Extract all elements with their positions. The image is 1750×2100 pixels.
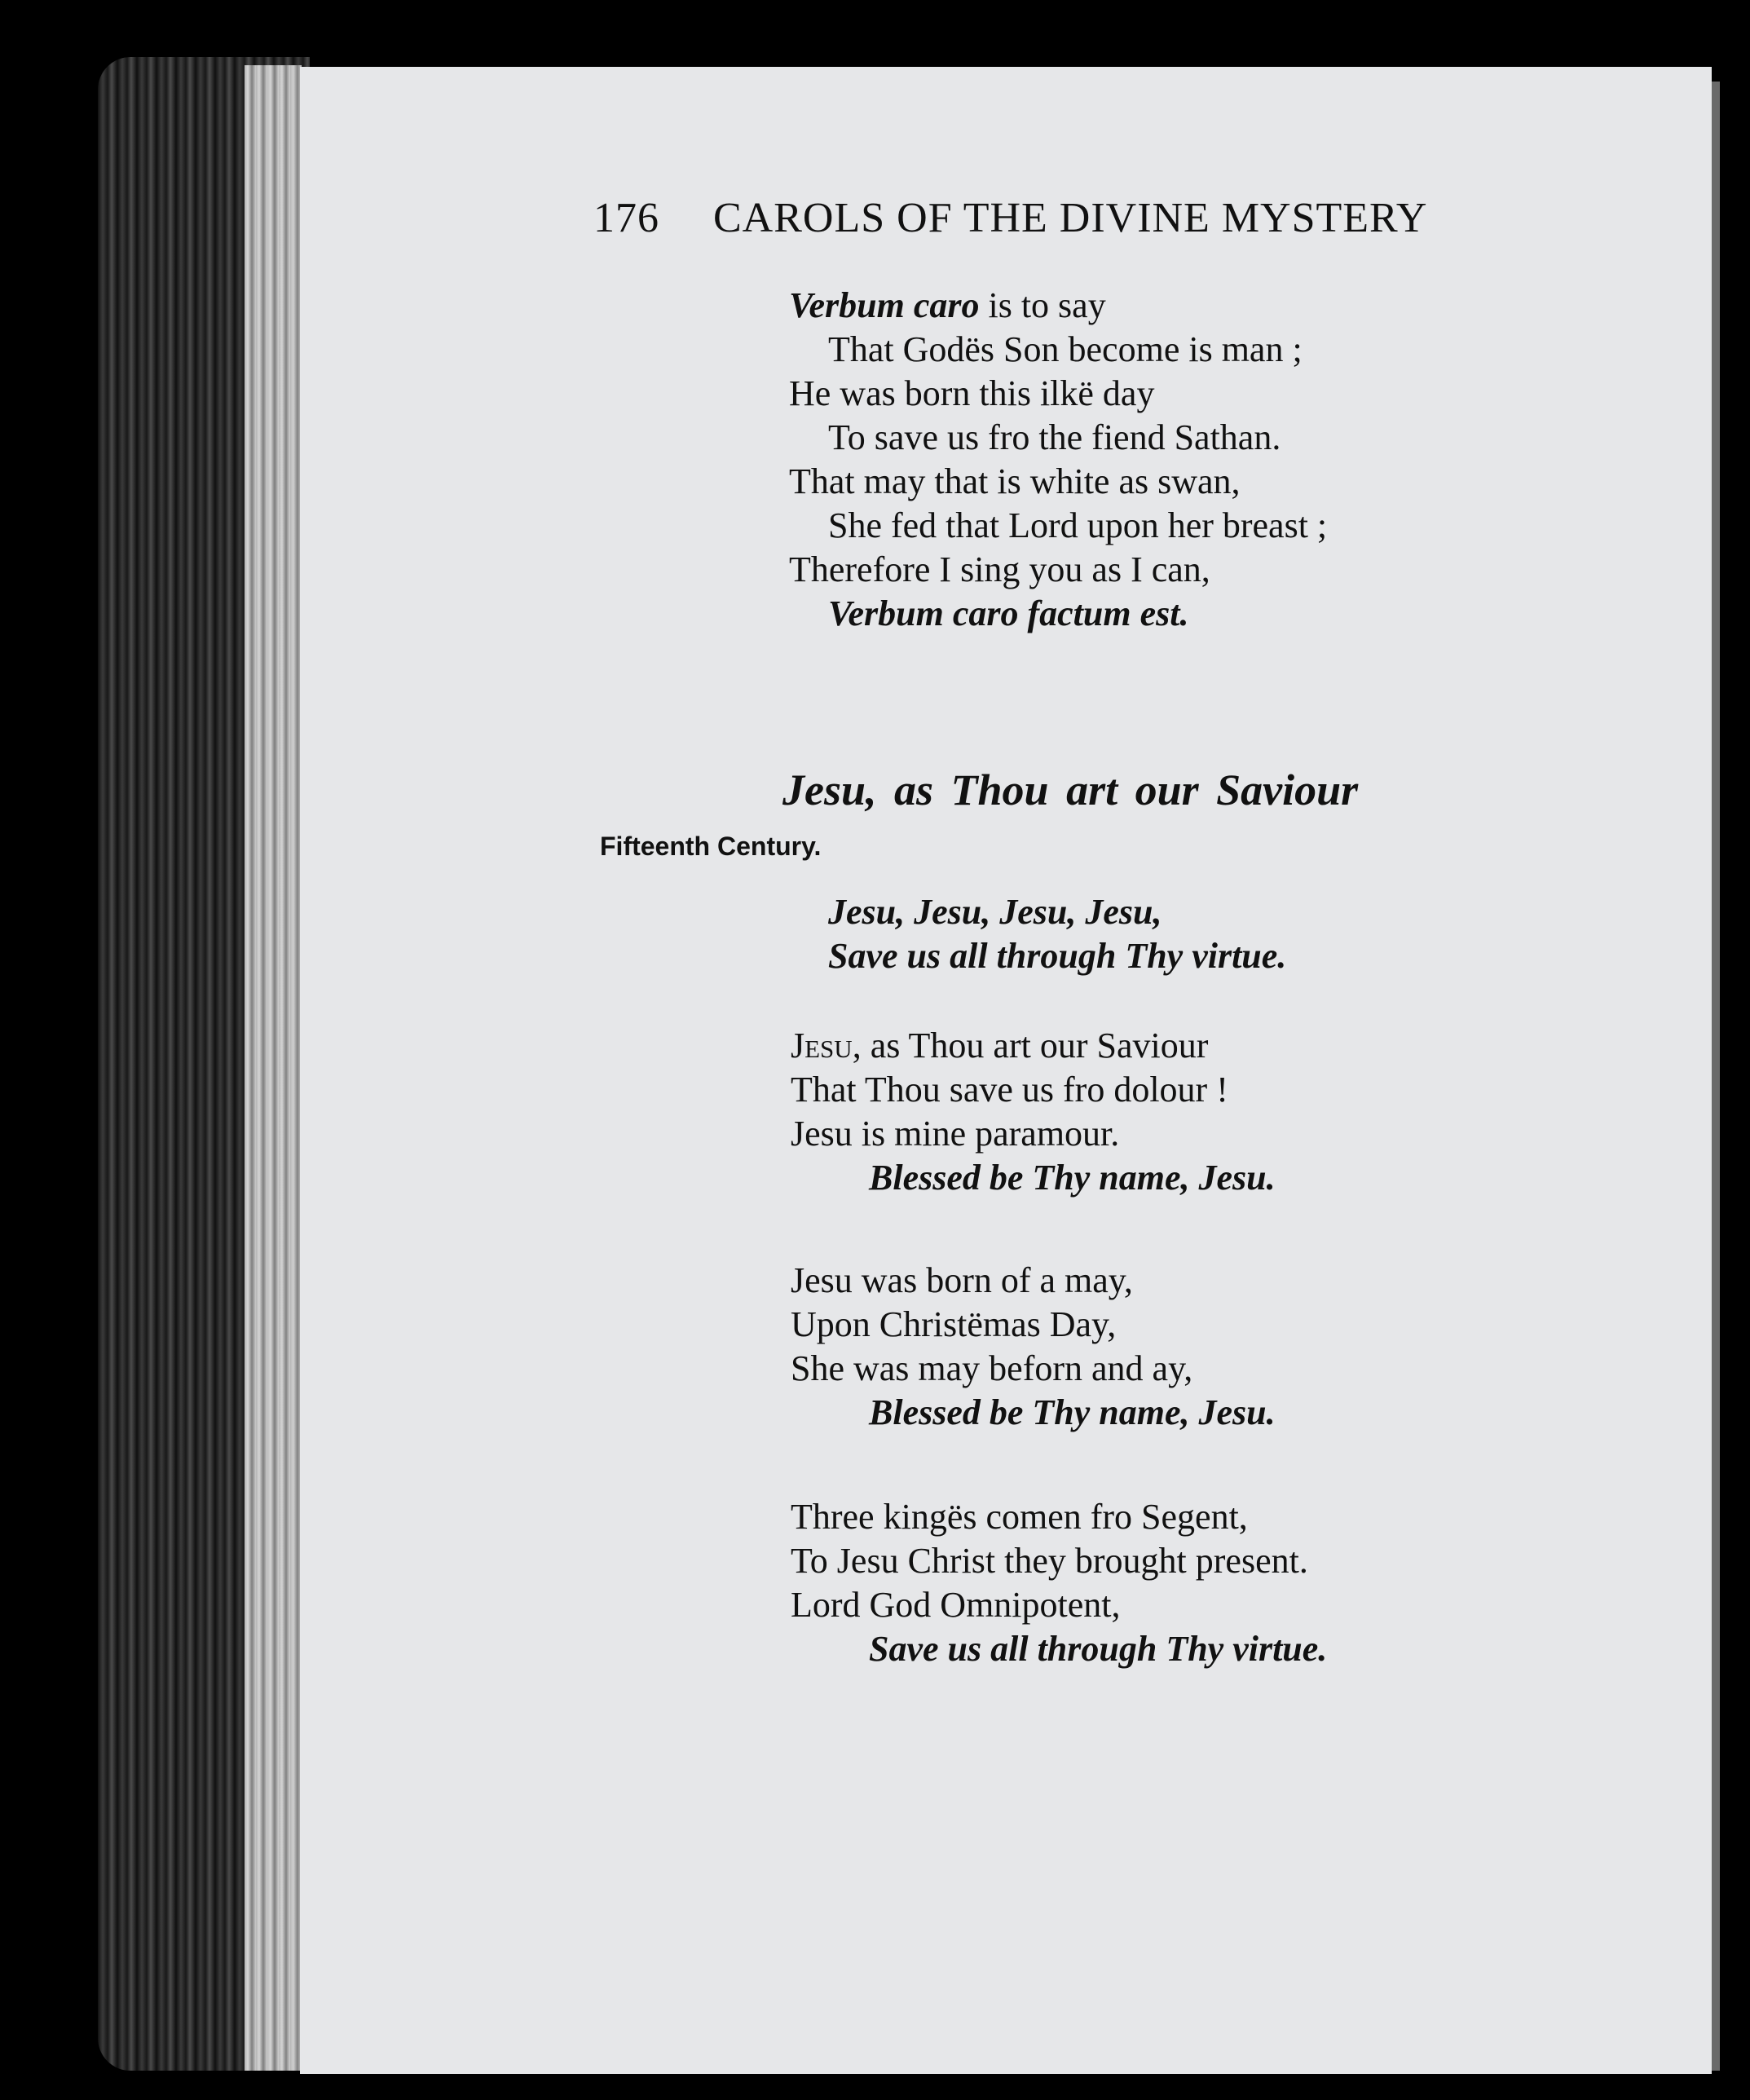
carol-title: Jesu, as Thou art our Saviour [782, 765, 1359, 814]
carol-burden [828, 890, 1286, 978]
verse-refrain: Blessed be Thy name, Jesu. [869, 1392, 1276, 1432]
verse-line: Jesu was born of a may, [791, 1260, 1133, 1300]
verse-line: She fed that Lord upon her breast ; [828, 505, 1328, 545]
running-head-title: CAROLS OF THE DIVINE MYSTERY [713, 195, 1428, 241]
verse-line: That may that is white as swan, [789, 461, 1241, 501]
verse-line: Jesu is mine paramour. [791, 1114, 1120, 1154]
stanza-top [789, 284, 1327, 636]
page-number: 176 [593, 195, 659, 241]
verse-line: She was may beforn and ay, [791, 1348, 1193, 1388]
verse-line: Therefore I sing you as I can, [789, 549, 1210, 589]
burden-line: Save us all through Thy virtue. [828, 936, 1287, 976]
verse-refrain: Verbum caro factum est. [828, 593, 1189, 633]
verse-refrain: Blessed be Thy name, Jesu. [869, 1158, 1276, 1198]
verse-line: To Jesu Christ they brought present. [791, 1541, 1308, 1581]
verse-line: That Godës Son become is man ; [828, 329, 1303, 369]
carol-stanza-2 [791, 1259, 1276, 1435]
verse-line: Three kingës comen fro Segent, [791, 1497, 1248, 1537]
page-right-edge [1712, 82, 1720, 2071]
verse-line: Jesu, as Thou art our Saviour [791, 1026, 1209, 1065]
verse-line: Upon Christëmas Day, [791, 1304, 1117, 1344]
running-head [593, 194, 1482, 242]
carol-stanza-1 [791, 1024, 1276, 1200]
verse-line: To save us fro the fiend Sathan. [828, 417, 1281, 457]
verse-line: He was born this ilkë day [789, 373, 1155, 413]
carol-stanza-3 [791, 1495, 1327, 1671]
carol-attribution: Fifteenth Century. [600, 832, 822, 861]
verse-line: Lord God Omnipotent, [791, 1585, 1121, 1625]
verse-line: Verbum caro is to say [789, 285, 1106, 325]
book-page-edges-highlight [245, 65, 302, 2071]
burden-line: Jesu, Jesu, Jesu, Jesu, [828, 892, 1162, 932]
verse-refrain: Save us all through Thy virtue. [869, 1629, 1328, 1669]
verse-line: That Thou save us fro dolour ! [791, 1070, 1228, 1110]
